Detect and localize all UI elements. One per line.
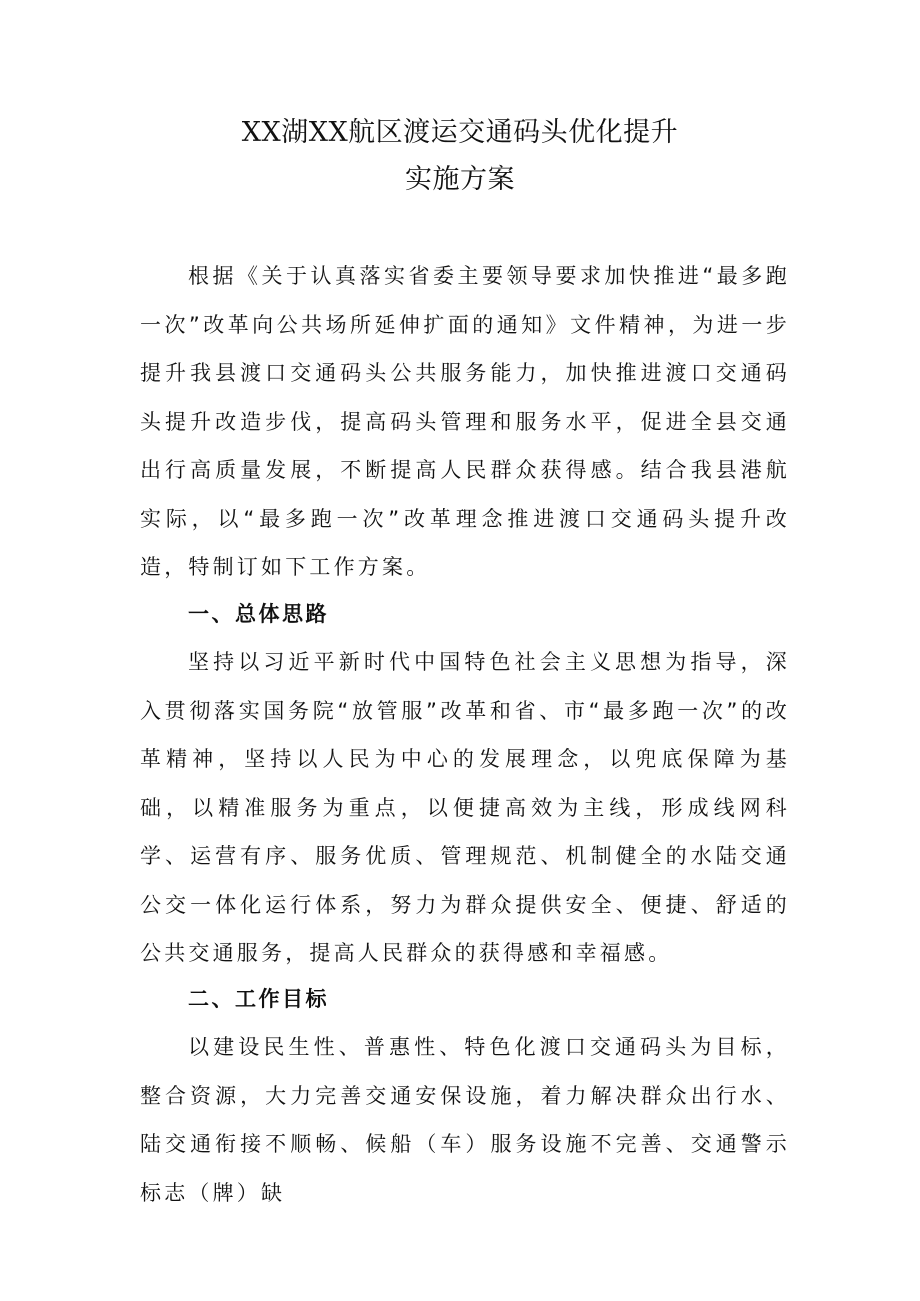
section2-paragraph: 以建设民生性、普惠性、特色化渡口交通码头为目标，整合资源，大力完善交通安保设施，着力解决群众出行水、陆交通衔接不顺畅、候船（车）服务设施不完善、交通警示标志（牌）缺 <box>140 1035 790 1205</box>
section2-heading: 二、工作目标 <box>188 987 329 1011</box>
section1-paragraph-block <box>140 638 790 978</box>
intro-paragraph-block <box>140 252 790 592</box>
section2-paragraph-block <box>140 1023 790 1217</box>
document-title-line1: XX湖XX航区渡运交通码头优化提升 <box>241 117 679 148</box>
section1-heading-block <box>140 590 790 639</box>
section1-heading: 一、总体思路 <box>188 602 329 626</box>
section1-paragraph: 坚持以习近平新时代中国特色社会主义思想为指导，深入贯彻落实国务院“放管服”改革和省、市“最多跑一次”的改革精神，坚持以人民为中心的发展理念，以兜底保障为基础，以精准服务为重点，以便捷高效为主线，形成线网科学、运营有序、服务优质、管理规范、机制健全的水陆交通公交一体化运行体系，努力为群众提供安全、便捷、舒适的公共交通服务，提高人民群众的获得感和幸福感。 <box>140 650 790 965</box>
intro-paragraph: 根据《关于认真落实省委主要领导要求加快推进“最多跑一次”改革向公共场所延伸扩面的通知》文件精神，为进一步提升我县渡口交通码头公共服务能力，加快推进渡口交通码头提升改造步伐，提高码头管理和服务水平，促进全县交通出行高质量发展，不断提高人民群众获得感。结合我县港航实际，以“最多跑一次”改革理念推进渡口交通码头提升改造，特制订如下工作方案。 <box>140 264 790 579</box>
section2-heading-block <box>140 975 790 1024</box>
document-title-line2: 实施方案 <box>405 164 515 195</box>
